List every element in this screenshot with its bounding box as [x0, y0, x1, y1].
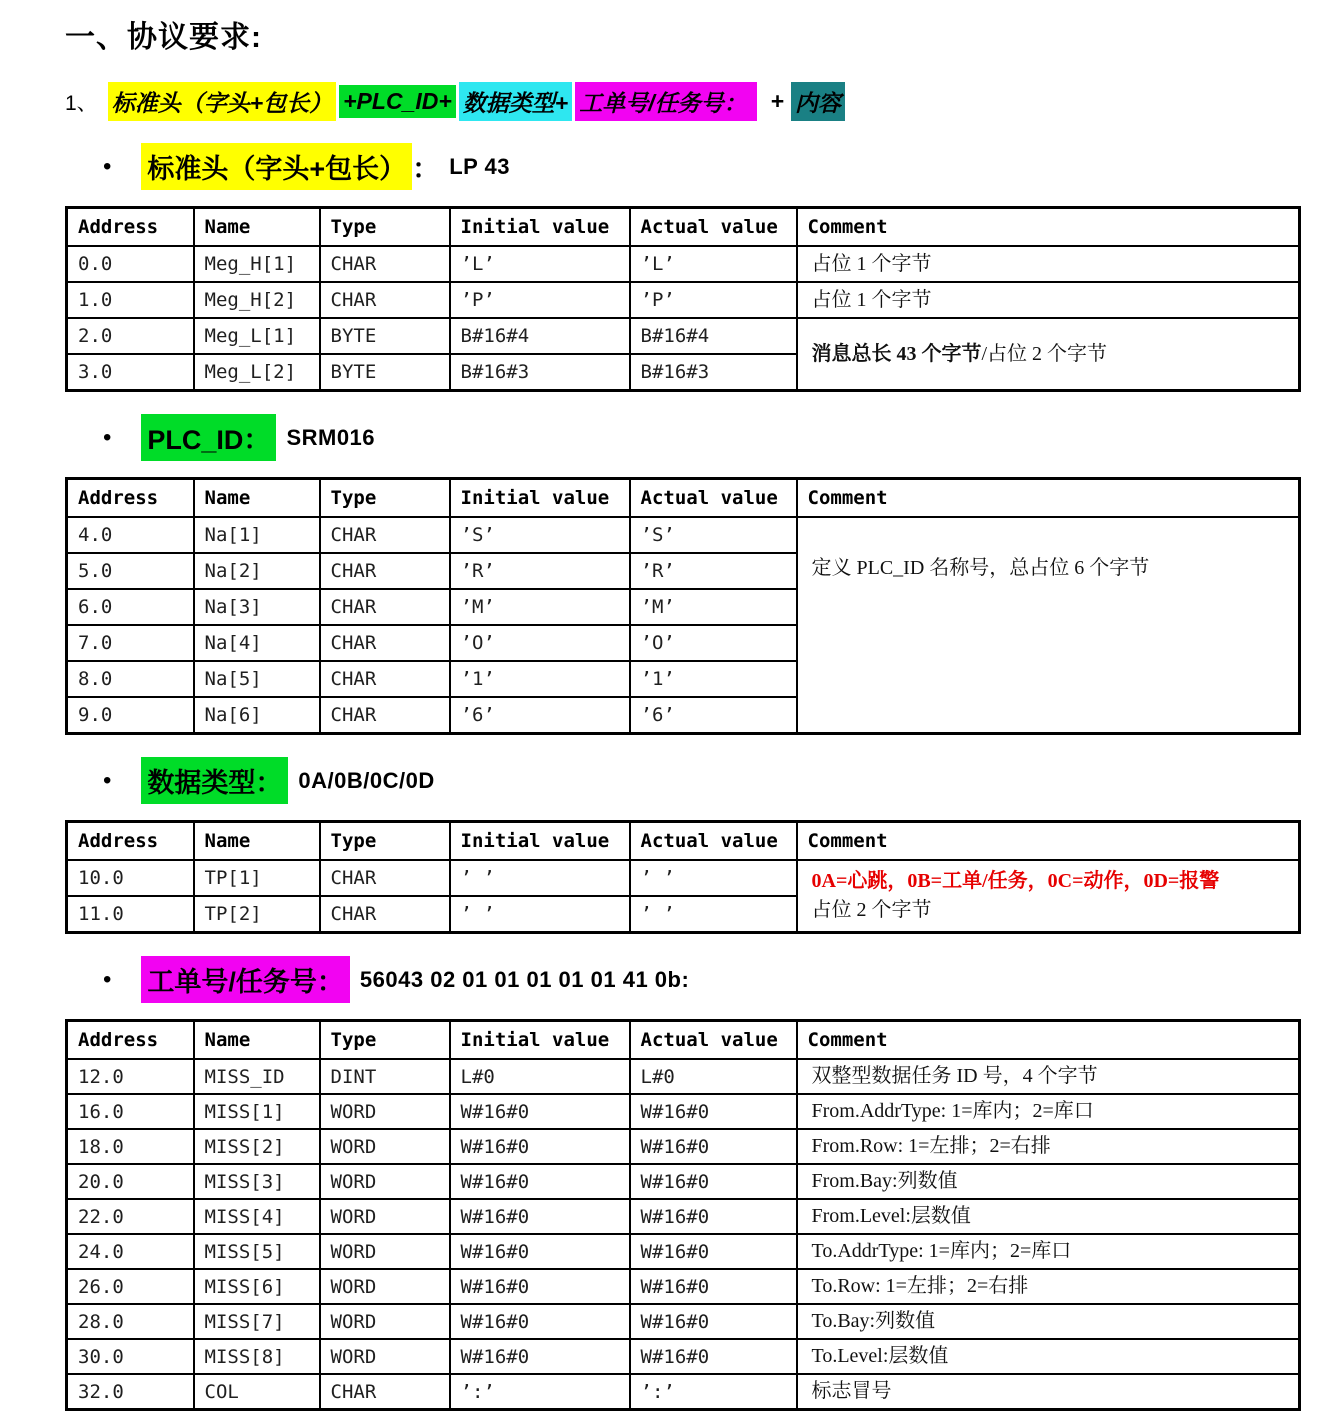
table-cell: 12.0	[67, 1059, 194, 1094]
section-heading-order-task	[103, 956, 1298, 1003]
table-cell: ’P’	[450, 282, 630, 318]
table-cell: B#16#3	[630, 354, 797, 391]
table-cell: CHAR	[320, 517, 450, 553]
table-row	[67, 282, 1300, 318]
table-cell: 18.0	[67, 1129, 194, 1164]
table-cell: W#16#0	[630, 1199, 797, 1234]
table-cell: 22.0	[67, 1199, 194, 1234]
table-cell: ’:’	[630, 1374, 797, 1410]
column-header: Address	[67, 822, 194, 861]
table-cell: CHAR	[320, 661, 450, 697]
table-row	[67, 318, 1300, 354]
table-cell: CHAR	[320, 282, 450, 318]
table-cell: W#16#0	[450, 1304, 630, 1339]
table-cell: 28.0	[67, 1304, 194, 1339]
table-cell: L#0	[630, 1059, 797, 1094]
table-cell: WORD	[320, 1304, 450, 1339]
protocol-formula-line	[65, 82, 1298, 121]
table-cell: WORD	[320, 1234, 450, 1269]
column-header: Address	[67, 1021, 194, 1060]
table-cell: CHAR	[320, 697, 450, 734]
table-header-row	[67, 208, 1300, 247]
table-standard-header	[65, 206, 1301, 392]
comment-text: 占位 1 个字节	[811, 288, 932, 311]
protocol-segment-standard-header: 标准头（字头+包长）	[108, 82, 336, 121]
table-cell: ’:’	[450, 1374, 630, 1410]
comment-text: From.Level:层数值	[811, 1205, 971, 1227]
table-row	[67, 1234, 1300, 1269]
column-header: Actual value	[630, 479, 797, 518]
table-cell: 1.0	[67, 282, 194, 318]
column-header: Initial value	[450, 479, 630, 518]
protocol-segment-order-task: 工单号/任务号：	[575, 82, 757, 121]
column-header: Type	[320, 822, 450, 861]
table-cell: 8.0	[67, 661, 194, 697]
comment-cell	[797, 1304, 1300, 1339]
table-cell: TP[1]	[194, 860, 320, 896]
column-header: Comment	[797, 208, 1300, 247]
table-cell: Na[1]	[194, 517, 320, 553]
comment-cell	[797, 1129, 1300, 1164]
table-row	[67, 1059, 1300, 1094]
column-header: Name	[194, 822, 320, 861]
table-cell: ’6’	[630, 697, 797, 734]
table-row	[67, 517, 1300, 553]
protocol-segment-data-type: 数据类型+	[459, 82, 572, 121]
table-row	[67, 1094, 1300, 1129]
table-cell: 32.0	[67, 1374, 194, 1410]
column-header: Type	[320, 208, 450, 247]
table-row	[67, 1339, 1300, 1374]
table-cell: MISS[6]	[194, 1269, 320, 1304]
column-header: Actual value	[630, 208, 797, 247]
comment-text: From.Bay:列数值	[811, 1170, 958, 1192]
table-cell: CHAR	[320, 896, 450, 933]
column-header: Type	[320, 479, 450, 518]
table-cell: COL	[194, 1374, 320, 1410]
table-row	[67, 1129, 1300, 1164]
table-cell: B#16#4	[450, 318, 630, 354]
table-cell: MISS[8]	[194, 1339, 320, 1374]
table-cell: MISS[2]	[194, 1129, 320, 1164]
comment-text: To.Level:层数值	[811, 1345, 949, 1367]
table-cell: W#16#0	[450, 1234, 630, 1269]
table-cell: ’ ’	[450, 860, 630, 896]
table-cell: CHAR	[320, 1374, 450, 1410]
table-cell: W#16#0	[450, 1269, 630, 1304]
section-heading-plc-id	[103, 414, 1298, 461]
comment-text: To.AddrType: 1=库内；2=库口	[811, 1240, 1072, 1262]
table-cell: CHAR	[320, 860, 450, 896]
list-number: 1、	[65, 91, 98, 115]
table-row	[67, 1269, 1300, 1304]
table-cell: MISS_ID	[194, 1059, 320, 1094]
comment-text: 占位 1 个字节	[811, 252, 932, 275]
table-cell: ’6’	[450, 697, 630, 734]
column-header: Comment	[797, 822, 1300, 861]
bullet-icon: •	[103, 766, 112, 794]
section-value: 56043 02 01 01 01 01 01 41 0b:	[359, 966, 690, 992]
section-heading-data-type	[103, 757, 1298, 804]
protocol-segment-plc-id: +PLC_ID+	[339, 85, 456, 118]
table-cell: 10.0	[67, 860, 194, 896]
table-cell: 30.0	[67, 1339, 194, 1374]
column-header: Initial value	[450, 1021, 630, 1060]
section-heading-standard-header	[103, 143, 1298, 190]
table-cell: 5.0	[67, 553, 194, 589]
table-cell: Meg_L[1]	[194, 318, 320, 354]
comment-cell	[797, 1164, 1300, 1199]
table-cell: Na[5]	[194, 661, 320, 697]
comment-text: To.Row: 1=左排；2=右排	[811, 1275, 1029, 1297]
table-cell: MISS[5]	[194, 1234, 320, 1269]
table-cell: MISS[1]	[194, 1094, 320, 1129]
table-cell: WORD	[320, 1129, 450, 1164]
comment-cell	[797, 517, 1300, 734]
table-cell: W#16#0	[630, 1269, 797, 1304]
table-cell: 4.0	[67, 517, 194, 553]
table-cell: 3.0	[67, 354, 194, 391]
table-cell: 2.0	[67, 318, 194, 354]
table-cell: W#16#0	[450, 1094, 630, 1129]
protocol-segment-content: 内容	[791, 82, 845, 121]
protocol-segment-plus: +	[764, 88, 784, 114]
table-cell: 11.0	[67, 896, 194, 933]
table-row	[67, 1304, 1300, 1339]
section-term: 工单号/任务号：	[141, 956, 350, 1003]
table-cell: ’ ’	[630, 860, 797, 896]
table-cell: ’S’	[450, 517, 630, 553]
table-cell: WORD	[320, 1199, 450, 1234]
table-cell: 9.0	[67, 697, 194, 734]
page-title: 一、协议要求:	[65, 21, 262, 54]
table-row	[67, 1199, 1300, 1234]
column-header: Actual value	[630, 822, 797, 861]
table-cell: Na[4]	[194, 625, 320, 661]
comment-text: To.Bay:列数值	[811, 1310, 936, 1332]
table-header-row	[67, 1021, 1300, 1060]
table-cell: BYTE	[320, 354, 450, 391]
comment-cell	[797, 1234, 1300, 1269]
column-header: Type	[320, 1021, 450, 1060]
table-cell: MISS[4]	[194, 1199, 320, 1234]
comment-text: From.AddrType: 1=库内；2=库口	[811, 1100, 1094, 1122]
section-term: 标准头（字头+包长）	[141, 143, 412, 190]
column-header: Name	[194, 1021, 320, 1060]
comment-text: 标志冒号	[811, 1380, 892, 1402]
comment-text: From.Row: 1=左排；2=右排	[811, 1135, 1051, 1157]
table-cell: L#0	[450, 1059, 630, 1094]
table-row	[67, 246, 1300, 282]
table-cell: ’1’	[450, 661, 630, 697]
table-cell: CHAR	[320, 246, 450, 282]
table-cell: MISS[3]	[194, 1164, 320, 1199]
table-cell: ’O’	[630, 625, 797, 661]
bullet-icon: •	[103, 423, 112, 451]
table-cell: CHAR	[320, 553, 450, 589]
table-cell: 24.0	[67, 1234, 194, 1269]
comment-text: 双整型数据任务 ID 号，4 个字节	[811, 1065, 1098, 1087]
column-header: Name	[194, 208, 320, 247]
section-term: PLC_ID：	[141, 414, 276, 461]
table-cell: W#16#0	[630, 1304, 797, 1339]
table-cell: W#16#0	[450, 1199, 630, 1234]
table-cell: ’1’	[630, 661, 797, 697]
table-cell: ’R’	[630, 553, 797, 589]
comment-cell	[797, 1199, 1300, 1234]
table-row	[67, 1374, 1300, 1410]
section-term: 数据类型：	[141, 757, 288, 804]
table-cell: B#16#3	[450, 354, 630, 391]
table-cell: 0.0	[67, 246, 194, 282]
comment-cell	[797, 1339, 1300, 1374]
comment-cell	[797, 1094, 1300, 1129]
comment-cell	[797, 1374, 1300, 1410]
section-separator: ：	[412, 154, 440, 184]
table-cell: Na[3]	[194, 589, 320, 625]
column-header: Initial value	[450, 822, 630, 861]
table-cell: DINT	[320, 1059, 450, 1094]
column-header: Initial value	[450, 208, 630, 247]
comment-cell	[797, 1269, 1300, 1304]
section-value: SRM016	[286, 424, 376, 450]
table-cell: ’P’	[630, 282, 797, 318]
table-cell: W#16#0	[450, 1129, 630, 1164]
comment-cell	[797, 860, 1300, 933]
table-cell: B#16#4	[630, 318, 797, 354]
table-cell: ’L’	[450, 246, 630, 282]
table-cell: ’L’	[630, 246, 797, 282]
comment-cell	[797, 1059, 1300, 1094]
table-data-type	[65, 820, 1301, 934]
table-cell: 26.0	[67, 1269, 194, 1304]
table-cell: W#16#0	[630, 1339, 797, 1374]
table-cell: CHAR	[320, 625, 450, 661]
section-value: LP 43	[449, 153, 510, 179]
table-cell: W#16#0	[630, 1234, 797, 1269]
comment-text: 定义 PLC_ID 名称号，总占位 6 个字节	[811, 557, 1150, 579]
table-cell: Meg_L[2]	[194, 354, 320, 391]
table-cell: ’ ’	[630, 896, 797, 933]
table-plc-id	[65, 477, 1301, 735]
table-cell: WORD	[320, 1269, 450, 1304]
table-header-row	[67, 822, 1300, 861]
table-cell: ’O’	[450, 625, 630, 661]
column-header: Comment	[797, 1021, 1300, 1060]
table-cell: TP[2]	[194, 896, 320, 933]
column-header: Name	[194, 479, 320, 518]
table-cell: W#16#0	[630, 1094, 797, 1129]
bullet-icon: •	[103, 152, 112, 180]
table-cell: ’M’	[450, 589, 630, 625]
table-cell: Meg_H[2]	[194, 282, 320, 318]
table-cell: W#16#0	[630, 1129, 797, 1164]
comment-cell	[797, 318, 1300, 391]
table-cell: BYTE	[320, 318, 450, 354]
table-cell: CHAR	[320, 589, 450, 625]
table-row	[67, 1164, 1300, 1199]
comment-text: 占位 2 个字节	[811, 899, 932, 921]
table-cell: MISS[7]	[194, 1304, 320, 1339]
comment-text: /占位 2 个字节	[981, 342, 1108, 365]
comment-cell	[797, 246, 1300, 282]
table-cell: Na[6]	[194, 697, 320, 734]
comment-cell	[797, 282, 1300, 318]
table-cell: 16.0	[67, 1094, 194, 1129]
table-cell: ’R’	[450, 553, 630, 589]
table-header-row	[67, 479, 1300, 518]
table-cell: 20.0	[67, 1164, 194, 1199]
table-cell: W#16#0	[450, 1339, 630, 1374]
table-cell: 7.0	[67, 625, 194, 661]
table-cell: ’M’	[630, 589, 797, 625]
column-header: Address	[67, 479, 194, 518]
section-value: 0A/0B/0C/0D	[298, 767, 435, 793]
table-cell: ’ ’	[450, 896, 630, 933]
column-header: Actual value	[630, 1021, 797, 1060]
column-header: Address	[67, 208, 194, 247]
column-header: Comment	[797, 479, 1300, 518]
comment-text: 0A=心跳，0B=工单/任务，0C=动作，0D=报警	[811, 870, 1220, 892]
comment-text: 消息总长 43 个字节	[811, 342, 982, 365]
table-mission	[65, 1019, 1301, 1411]
table-cell: W#16#0	[450, 1164, 630, 1199]
table-cell: WORD	[320, 1339, 450, 1374]
table-cell: ’S’	[630, 517, 797, 553]
bullet-icon: •	[103, 965, 112, 993]
table-cell: WORD	[320, 1164, 450, 1199]
table-cell: Na[2]	[194, 553, 320, 589]
table-cell: Meg_H[1]	[194, 246, 320, 282]
table-cell: 6.0	[67, 589, 194, 625]
table-row	[67, 860, 1300, 896]
table-cell: WORD	[320, 1094, 450, 1129]
table-cell: W#16#0	[630, 1164, 797, 1199]
